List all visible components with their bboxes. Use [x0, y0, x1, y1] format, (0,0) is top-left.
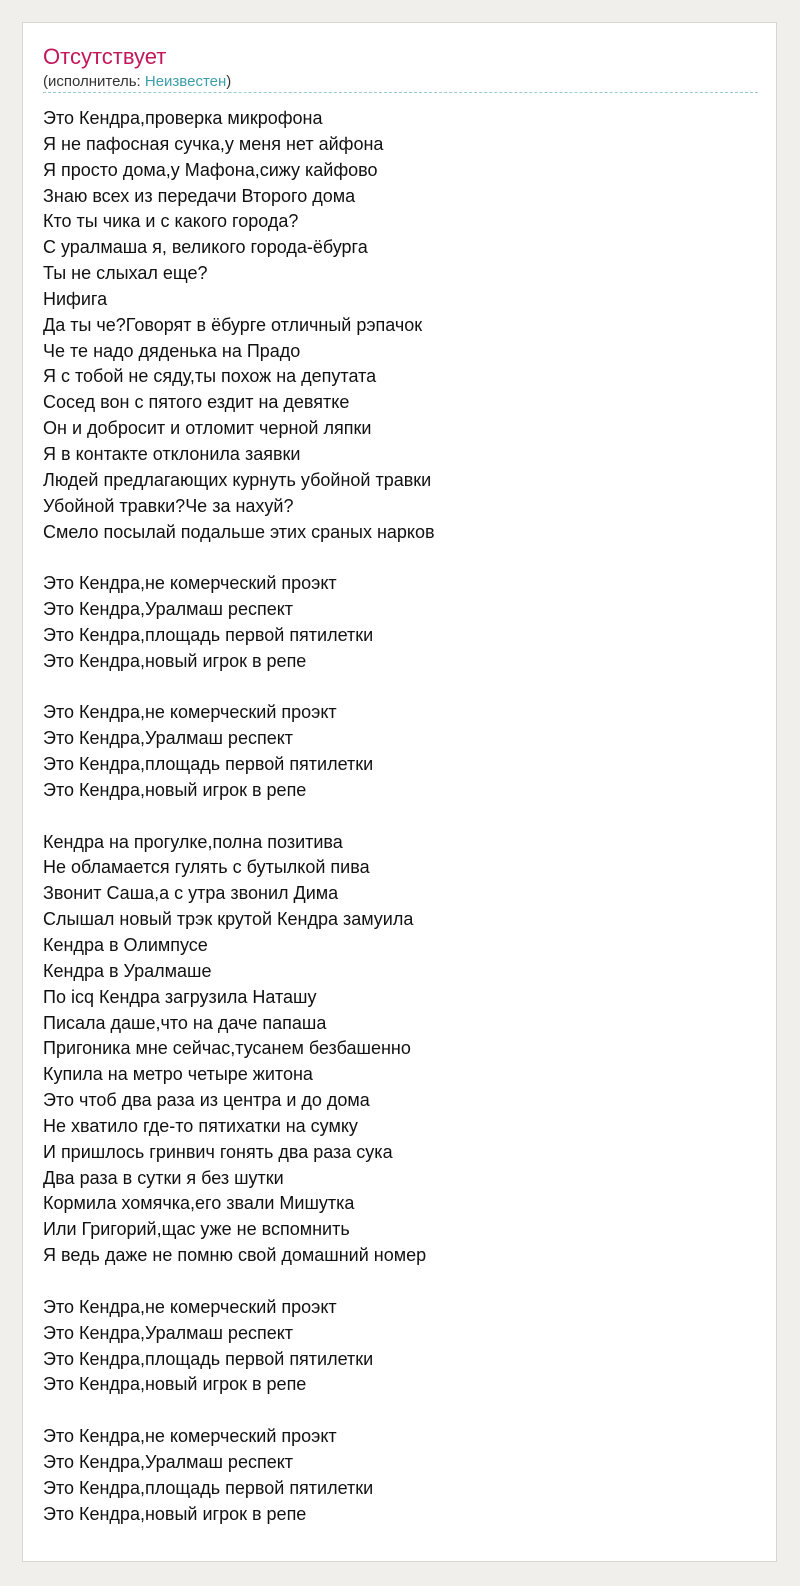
- lyric-line: Купила на метро четыре житона: [43, 1064, 313, 1085]
- lyric-line: Два раза в сутки я без шутки: [43, 1167, 284, 1188]
- artist-line: [43, 72, 756, 92]
- lyric-line: Это Кендра,новый игрок в репе: [43, 650, 307, 671]
- lyric-line: Кто ты чика и с какого города?: [43, 211, 299, 232]
- lyric-line: Это Кендра,площадь первой пятилетки: [43, 624, 374, 645]
- lyric-line: Знаю всех из передачи Второго дома: [43, 185, 356, 206]
- lyric-line: Это Кендра,Уралмаш респект: [43, 1451, 294, 1472]
- lyric-line: Да ты че?Говорят в ёбурге отличный рэпачок: [43, 314, 423, 335]
- artist-link[interactable]: Неизвестен: [144, 73, 227, 90]
- lyric-line: Это Кендра,новый игрок в репе: [43, 1374, 307, 1395]
- lyric-line: Писала даше,что на даче папаша: [43, 1012, 327, 1033]
- lyric-line: Людей предлагающих курнуть убойной травки: [43, 469, 432, 490]
- lyric-line: Или Григорий,щас уже не вспомнить: [43, 1219, 350, 1240]
- lyric-line: Это Кендра,не комерческий проэкт: [43, 573, 337, 594]
- lyric-line: Я в контакте отклонила заявки: [43, 443, 301, 464]
- lyric-line: Сосед вон с пятого ездит на девятке: [43, 392, 350, 413]
- lyric-line: Это Кендра,площадь первой пятилетки: [43, 1348, 374, 1369]
- lyric-line: Я с тобой не сяду,ты похож на депутата: [43, 366, 377, 387]
- lyric-line: Смело посылай подальше этих сраных нарков: [43, 521, 435, 542]
- lyric-line: Я просто дома,у Мафона,сижу кайфово: [43, 159, 378, 180]
- lyric-line: Я ведь даже не помню свой домашний номер: [43, 1245, 427, 1266]
- lyric-line: Это Кендра,Уралмаш респект: [43, 1322, 294, 1343]
- lyric-line: [43, 545, 756, 571]
- song-title: Отсутствует: [43, 44, 167, 69]
- lyric-line: [43, 804, 756, 830]
- lyric-line: Это Кендра,новый игрок в репе: [43, 779, 307, 800]
- lyric-line: По icq Кендра загрузила Наташу: [43, 986, 317, 1007]
- lyric-line: Кендра в Олимпусе: [43, 935, 208, 955]
- lyric-line: Я не пафосная сучка,у меня нет айфона: [43, 133, 384, 154]
- artist-suffix: ): [226, 73, 232, 90]
- lyric-line: Убойной травки?Че за нахуй?: [43, 495, 294, 516]
- lyric-line: Слышал новый трэк крутой Кендра замуила: [43, 909, 414, 930]
- lyric-line: Это Кендра,не комерческий проэкт: [43, 1296, 337, 1317]
- lyric-line: Ты не слыхал еще?: [43, 263, 208, 284]
- lyric-line: [43, 675, 756, 701]
- lyric-line: Пригоника мне сейчас,тусанем безбашенно: [43, 1038, 411, 1059]
- lyric-line: Нифига: [43, 288, 108, 309]
- lyric-line: Не хватило где-то пятихатки на сумку: [43, 1115, 358, 1136]
- lyric-line: Это Кендра,не комерческий проэкт: [43, 1426, 337, 1447]
- lyric-line: [43, 1398, 756, 1424]
- song-header: [43, 43, 756, 92]
- lyric-line: Это Кендра,площадь первой пятилетки: [43, 754, 374, 775]
- artist-prefix: (исполнитель:: [43, 73, 145, 90]
- lyric-line: Это Кендра,Уралмаш респект: [43, 728, 294, 749]
- lyric-line: [43, 1269, 756, 1295]
- lyric-line: Кендра в Уралмаше: [43, 960, 212, 981]
- header-divider: [43, 92, 758, 93]
- lyric-line: И пришлось гринвич гонять два раза сука: [43, 1141, 393, 1162]
- lyric-line: Он и добросит и отломит черной ляпки: [43, 418, 372, 439]
- lyric-line: Это Кендра,Уралмаш респект: [43, 599, 294, 620]
- lyric-line: Это Кендра,площадь первой пятилетки: [43, 1477, 374, 1498]
- lyric-line: Это Кендра,проверка микрофона: [43, 108, 323, 128]
- lyric-line: С уралмаша я, великого города-ёбурга: [43, 237, 368, 258]
- lyric-line: Че те надо дяденька на Прадо: [43, 340, 301, 361]
- lyric-line: Кендра на прогулке,полна позитива: [43, 831, 343, 852]
- lyric-line: Кормила хомячка,его звали Мишутка: [43, 1193, 355, 1214]
- lyric-line: Это Кендра,не комерческий проэкт: [43, 702, 337, 723]
- lyrics-text: [43, 106, 756, 1527]
- lyric-line: Это чтоб два раза из центра и до дома: [43, 1090, 370, 1111]
- lyric-line: Звонит Саша,а с утра звонил Дима: [43, 883, 339, 904]
- lyrics-card: [22, 22, 777, 1562]
- lyric-line: Не обламается гулять с бутылкой пива: [43, 857, 370, 878]
- lyric-line: Это Кендра,новый игрок в репе: [43, 1503, 307, 1524]
